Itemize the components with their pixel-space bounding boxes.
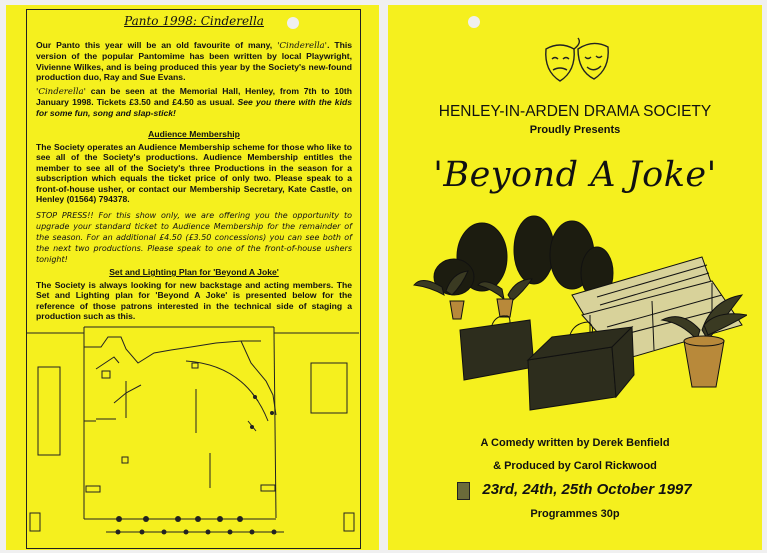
produced-by: & Produced by Carol Rickwood: [493, 460, 657, 472]
left-panel: [6, 5, 379, 550]
panto-text-2: can be seen at the Memorial Hall, Henley, from 7th to 10th January 1998. Tickets £3.50 and £4.50 as usual.: [36, 86, 352, 108]
set-plan-diagram: [26, 323, 359, 545]
theatre-masks-icon: [538, 37, 618, 95]
play-title: 'Beyond A Joke': [433, 155, 717, 195]
panto-title: Panto 1998: Cinderella: [124, 14, 264, 28]
audience-heading: Audience Membership: [148, 129, 240, 139]
stage-scene-illustration: [412, 215, 747, 425]
cinderella-title-1: 'Cinderella': [277, 41, 328, 51]
set-paragraph: The Society is always looking for new backstage and acting members. The Set and Lighting plan for 'Beyond A Joke' is presented below for the reference of those patrons interested in the technical side of staging a production such as this.: [36, 280, 352, 322]
written-by: A Comedy written by Derek Benfield: [480, 437, 670, 449]
proudly-presents: Proudly Presents: [529, 124, 621, 136]
stop-press-paragraph: STOP PRESS!! For this show only, we are offering you the opportunity to upgrade your standard ticket to Audience Membership for the remainder of the season. For an additional £4.50 (£3.50 concessions) you can see both of the next two productions. Please speak to one of the front-of-house ushers tonight!: [36, 211, 352, 264]
punch-hole: [468, 16, 480, 28]
performance-dates: 23rd, 24th, 25th October 1997: [482, 481, 692, 498]
panto-text-1b: . This version of the popular Pantomime has been written by local Playwright, Vivienne Wilkes, and is being produced this year by the Society's new-found production duo, Ray and Sue Evans.: [36, 40, 352, 83]
panto-text-2-italic: See you there with the kids for some fun, song and slap-stick!: [36, 97, 352, 118]
panto-paragraph-2: [36, 86, 352, 118]
audience-paragraph: The Society operates an Audience Membership scheme for those who like to see all of the Society's productions. Audience Membership entitles the member to see all of the Society's three Productions in the season for a subscription which equals the ticket price of only two. Please speak to a front-of-house usher, or contact our Membership Secretary, Kate Castle, on Henley (01564) 794378.: [36, 142, 352, 205]
cinderella-title-2: 'Cinderella': [36, 87, 86, 97]
right-panel: [388, 5, 762, 550]
society-name: HENLEY-IN-ARDEN DRAMA SOCIETY: [438, 103, 712, 120]
set-heading: Set and Lighting Plan for 'Beyond A Joke': [109, 267, 279, 277]
panto-text-1a: Our Panto this year will be an old favourite of many,: [36, 40, 278, 50]
panto-paragraph-1: [36, 40, 352, 83]
programme-price: Programmes 30p: [530, 508, 620, 520]
